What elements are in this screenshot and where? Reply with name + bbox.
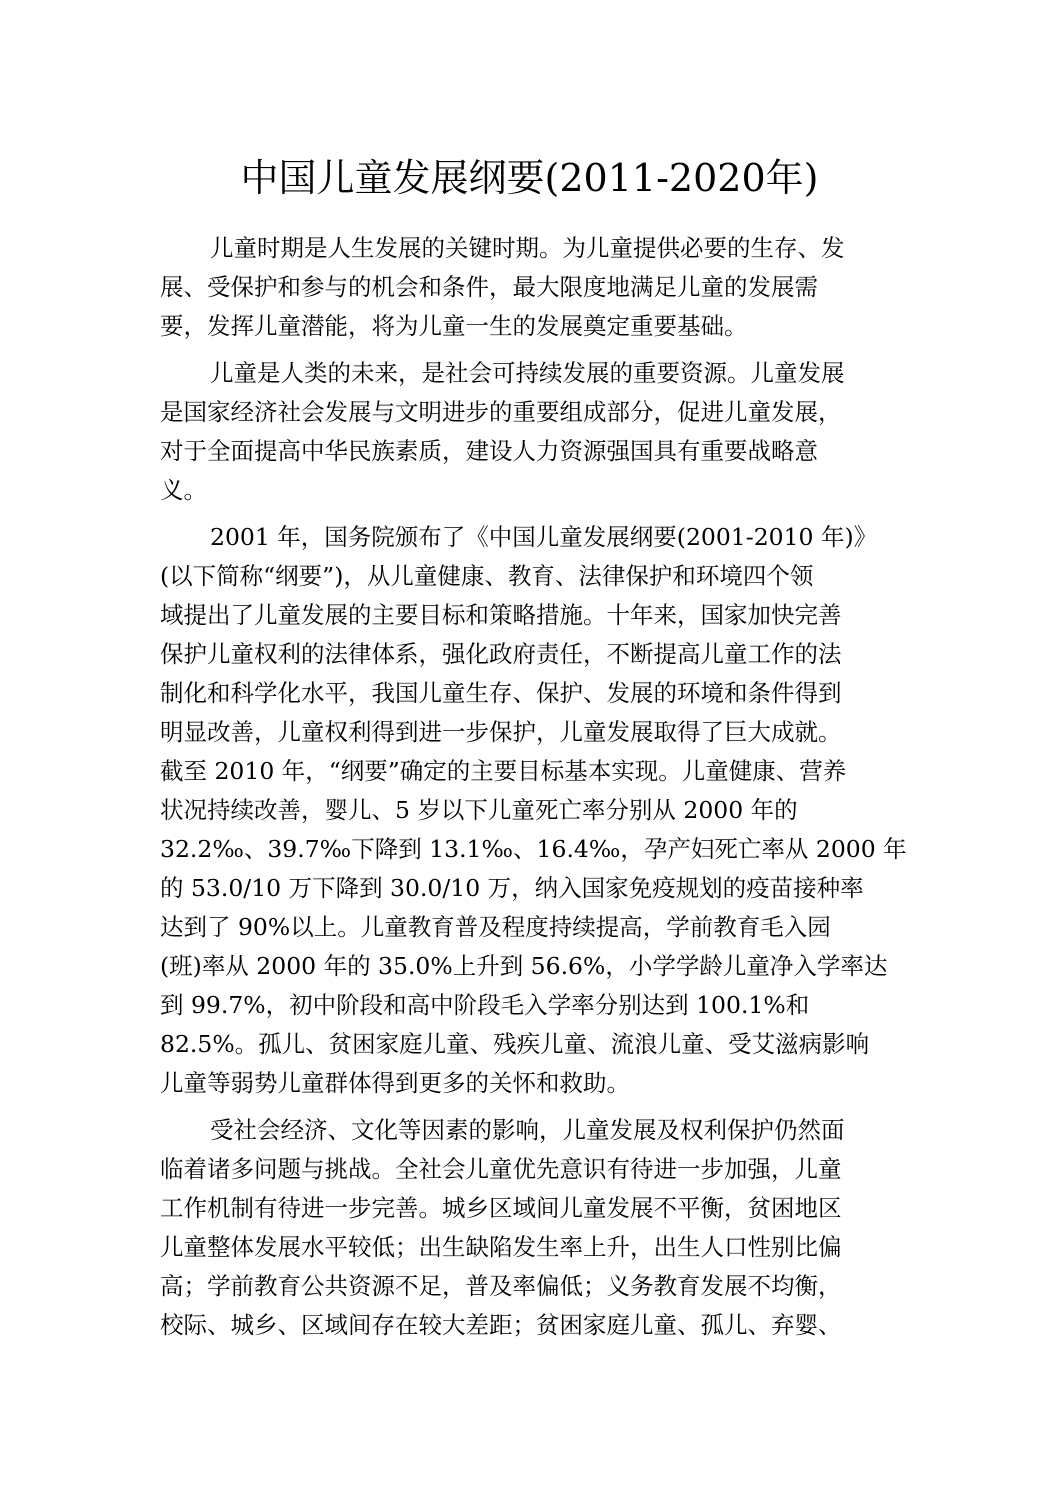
- text-line: 到 99.7%，初中阶段和高中阶段毛入学率分别达到 100.1%和: [160, 991, 810, 1019]
- text-line: 域提出了儿童发展的主要目标和策略措施。十年来，国家加快完善: [160, 601, 842, 629]
- text-line: 校际、城乡、区域间存在较大差距；贫困家庭儿童、孤儿、弃婴、: [160, 1311, 842, 1339]
- text-line: (以下简称“纲要”)，从儿童健康、教育、法律保护和环境四个领: [160, 562, 814, 590]
- paragraph-4: [160, 1111, 894, 1345]
- text-line: 义。: [160, 476, 207, 504]
- text-line: 制化和科学化水平，我国儿童生存、保护、发展的环境和条件得到: [160, 679, 842, 707]
- paragraph-1: [160, 229, 894, 346]
- document-body: [160, 229, 907, 1353]
- text-line: 工作机制有待进一步完善。城乡区域间儿童发展不平衡，贫困地区: [160, 1194, 842, 1222]
- text-line: 要，发挥儿童潜能，将为儿童一生的发展奠定重要基础。: [160, 312, 748, 340]
- text-line: 临着诸多问题与挑战。全社会儿童优先意识有待进一步加强，儿童: [160, 1155, 842, 1183]
- text-line: 2001 年，国务院颁布了《中国儿童发展纲要(2001-2010 年)》: [210, 523, 878, 551]
- text-line: 高；学前教育公共资源不足，普及率偏低；义务教育发展不均衡，: [160, 1272, 842, 1300]
- text-line: (班)率从 2000 年的 35.0%上升到 56.6%，小学学龄儿童净入学率达: [160, 952, 888, 980]
- text-line: 是国家经济社会发展与文明进步的重要组成部分，促进儿童发展，: [160, 398, 842, 426]
- paragraph-2: [160, 354, 894, 510]
- text-line: 对于全面提高中华民族素质，建设人力资源强国具有重要战略意: [160, 437, 818, 465]
- text-line: 32.2‰、39.7‰下降到 13.1‰、16.4‰，孕产妇死亡率从 2000 年: [160, 835, 907, 863]
- text-line: 的 53.0/10 万下降到 30.0/10 万，纳入国家免疫规划的疫苗接种率: [160, 874, 864, 902]
- text-line: 受社会经济、文化等因素的影响，儿童发展及权利保护仍然面: [210, 1116, 845, 1144]
- text-line: 儿童是人类的未来，是社会可持续发展的重要资源。儿童发展: [210, 359, 845, 387]
- text-line: 儿童等弱势儿童群体得到更多的关怀和救助。: [160, 1069, 630, 1097]
- text-line: 达到了 90%以上。儿童教育普及程度持续提高，学前教育毛入园: [160, 913, 831, 941]
- text-line: 截至 2010 年，“纲要”确定的主要目标基本实现。儿童健康、营养: [160, 757, 847, 785]
- text-line: 儿童整体发展水平较低；出生缺陷发生率上升，出生人口性别比偏: [160, 1233, 842, 1261]
- text-line: 儿童时期是人生发展的关键时期。为儿童提供必要的生存、发: [210, 234, 845, 262]
- document-title: 中国儿童发展纲要(2011-2020年): [240, 156, 819, 200]
- paragraph-3: [160, 518, 907, 1103]
- text-line: 82.5%。孤儿、贫困家庭儿童、残疾儿童、流浪儿童、受艾滋病影响: [160, 1030, 870, 1058]
- text-line: 保护儿童权利的法律体系，强化政府责任，不断提高儿童工作的法: [160, 640, 842, 668]
- text-line: 明显改善，儿童权利得到进一步保护，儿童发展取得了巨大成就。: [160, 718, 842, 746]
- text-line: 展、受保护和参与的机会和条件，最大限度地满足儿童的发展需: [160, 273, 818, 301]
- text-line: 状况持续改善，婴儿、5 岁以下儿童死亡率分别从 2000 年的: [160, 796, 798, 824]
